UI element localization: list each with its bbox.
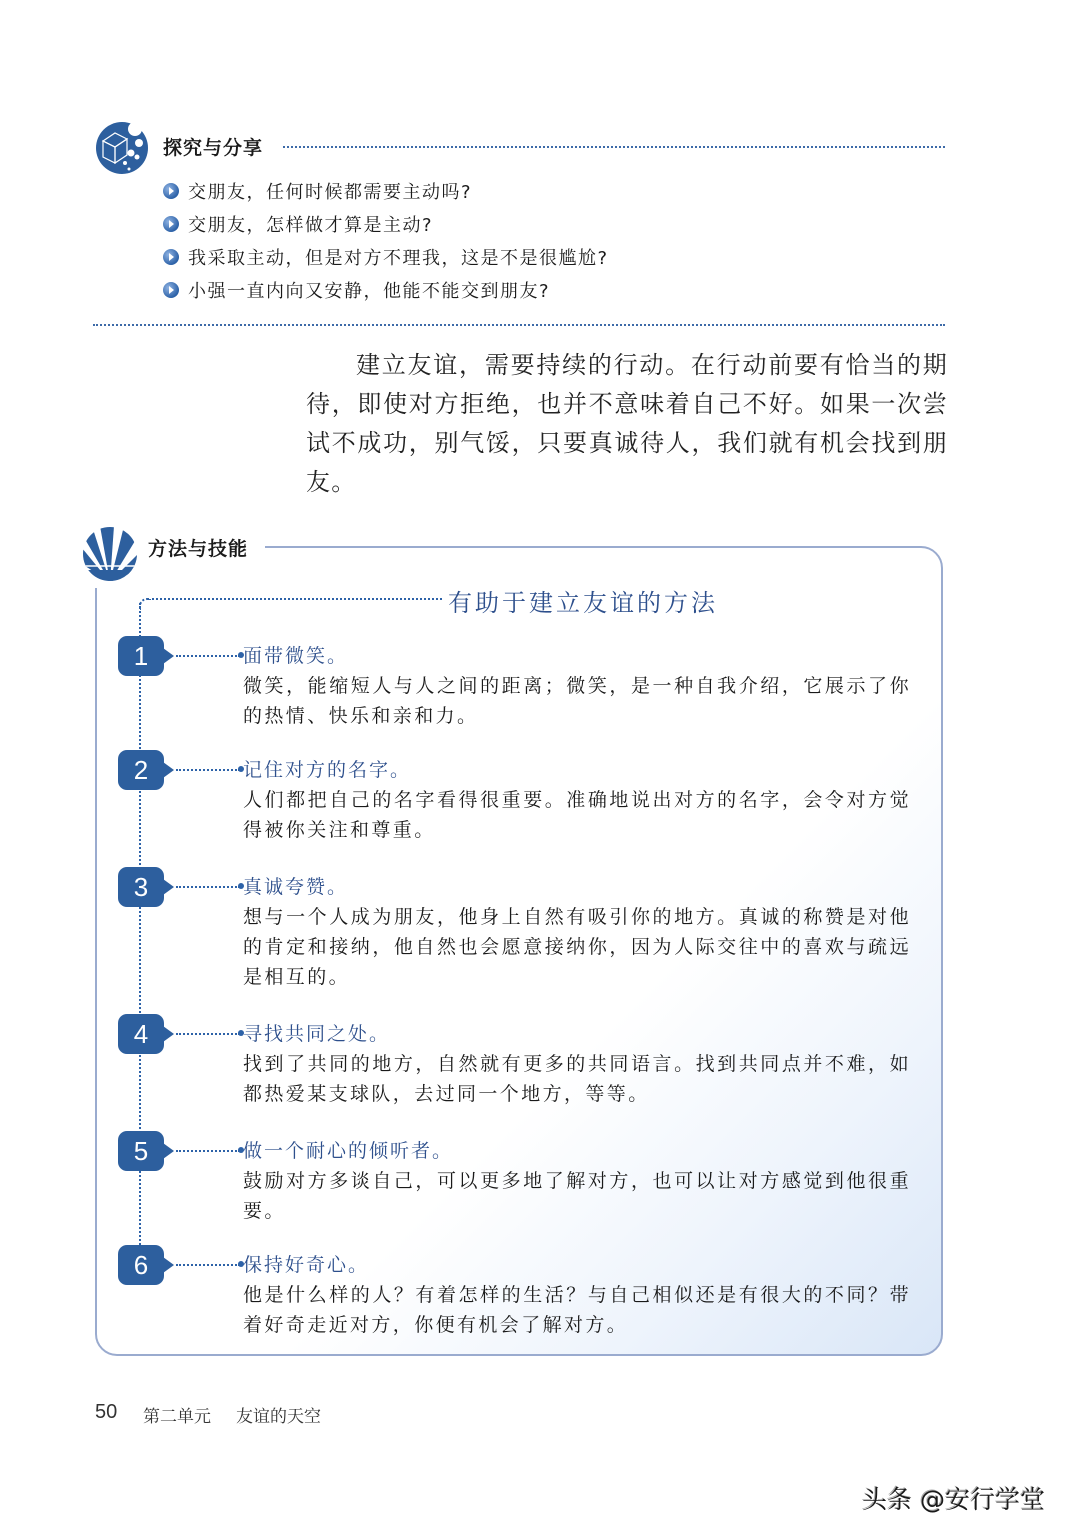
dotted-spine [139,603,141,1273]
question-item [163,273,609,306]
step-body: 他是什么样的人？有着怎样的生活？与自己相似还是有很大的不同？带着好奇走近对方，你便有机会了解对方。 [243,1284,911,1336]
arrow-bullet-icon [163,249,179,265]
step-title: 真诚夸赞。 [243,876,349,898]
step-body: 鼓励对方多谈自己，可以更多地了解对方，也可以让对方感觉到他很重要。 [243,1170,911,1222]
step-body: 微笑，能缩短人与人之间的距离；微笑，是一种自我介绍，它展示了你的热情、快乐和亲和力。 [243,675,911,727]
box-subtitle: 有助于建立友谊的方法 [448,589,718,617]
dotted-divider [93,324,945,326]
arrow-bullet-icon [163,282,179,298]
step-title: 保持好奇心。 [243,1254,370,1276]
question-item [163,174,609,207]
dotted-connector [176,886,240,888]
arrow-bullet-icon [163,183,179,199]
step-title: 寻找共同之处。 [243,1023,391,1045]
question-item [163,240,609,273]
method-section-title: 方法与技能 [148,538,249,560]
dotted-connector [147,598,442,600]
body-paragraph: 建立友谊，需要持续的行动。在行动前要有恰当的期待，即使对方拒绝，也并不意味着自己不好。如果一次尝试不成功，别气馁，只要真诚待人，我们就有机会找到朋友。 [306,351,948,496]
step-body: 找到了共同的地方，自然就有更多的共同语言。找到共同点并不难，如都热爱某支球队，去过同一个地方，等等。 [243,1053,911,1105]
arrow-bullet-icon [163,216,179,232]
dotted-connector [176,655,240,657]
dotted-connector [176,1264,240,1266]
step-number-badge: 2 [118,750,164,790]
step-title: 记住对方的名字。 [243,759,412,781]
step-number-badge: 6 [118,1245,164,1285]
step-title: 面带微笑。 [243,645,349,667]
question-text: 小强一直内向又安静，他能不能交到朋友? [188,280,551,302]
question-text: 我采取主动，但是对方不理我，这是不是很尴尬? [188,247,609,269]
question-list [163,174,609,306]
footer-chapter: 友谊的天空 [236,1407,321,1427]
cube-bubbles-icon [95,121,149,175]
question-text: 交朋友，怎样做才算是主动? [188,214,434,236]
question-item [163,207,609,240]
footer-unit: 第二单元 [143,1407,211,1427]
dotted-divider [283,146,945,148]
step-number-badge: 5 [118,1131,164,1171]
step-number-badge: 4 [118,1014,164,1054]
step-body: 想与一个人成为朋友，他身上自然有吸引你的地方。真诚的称赞是对他的肯定和接纳，他自然也会愿意接纳你，因为人际交往中的喜欢与疏远是相互的。 [243,906,911,988]
dotted-connector [176,1150,240,1152]
explore-section-title: 探究与分享 [163,137,264,159]
question-text: 交朋友，任何时候都需要主动吗? [188,181,473,203]
dotted-connector [176,1033,240,1035]
dotted-connector [176,769,240,771]
page-number: 50 [95,1401,118,1423]
step-title: 做一个耐心的倾听者。 [243,1140,454,1162]
watermark: 头条 @安行学堂 [862,1485,1045,1514]
fan-rays-icon [82,526,138,582]
step-body: 人们都把自己的名字看得很重要。准确地说出对方的名字，会令对方觉得被你关注和尊重。 [243,789,911,841]
step-number-badge: 3 [118,867,164,907]
step-number-badge: 1 [118,636,164,676]
